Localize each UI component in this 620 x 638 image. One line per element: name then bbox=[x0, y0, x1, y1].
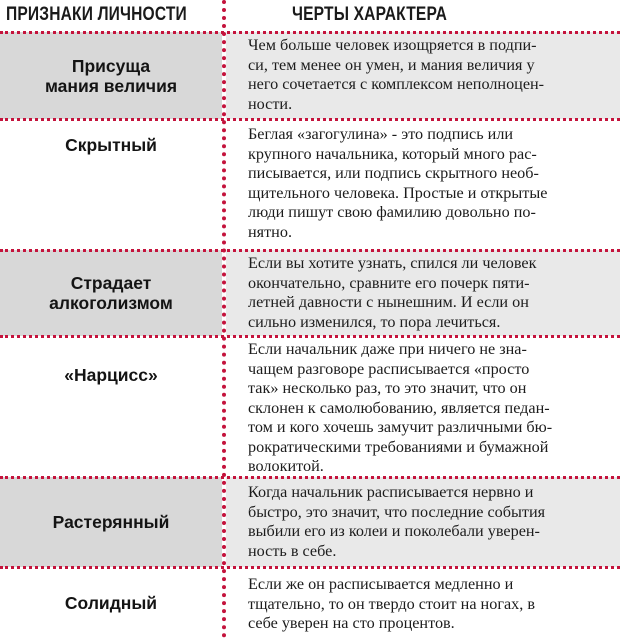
description-cell bbox=[226, 32, 620, 119]
row-divider bbox=[0, 476, 620, 479]
description-cell bbox=[226, 477, 620, 567]
column-divider bbox=[222, 0, 226, 638]
trait-label: Солидный bbox=[64, 592, 158, 613]
description-cell bbox=[226, 250, 620, 336]
description-text: Когда начальник расписывается нервно и быстро, это значит, что последние события выбили его из колеи и поколебали уверен- ность в себе. bbox=[248, 483, 546, 560]
description-cell bbox=[226, 336, 620, 477]
header-character: ЧЕРТЫ ХАРАКТЕРА bbox=[292, 4, 448, 25]
table-row bbox=[0, 477, 620, 567]
row-divider bbox=[0, 118, 620, 121]
row-divider bbox=[0, 335, 620, 338]
description-text: Если же он расписывается медленно и тщательно, то он твердо стоит на ногах, в себе уверен на сто процентов. bbox=[248, 575, 535, 632]
trait-label: Страдает алкоголизмом bbox=[49, 273, 173, 313]
table-row bbox=[0, 336, 620, 477]
description-text: Чем больше человек изощряется в подпи- си, тем менее он умен, и мания величия у него сочетается с комплексом неполноцен- ности. bbox=[248, 36, 545, 113]
trait-cell bbox=[0, 119, 222, 250]
trait-label: Скрытный bbox=[65, 135, 157, 155]
trait-cell bbox=[0, 567, 222, 638]
description-text: Если вы хотите узнать, спился ли человек окончательно, сравните его почерк пяти- летней давности с нынешним. И если он сильно изменился, то пора лечиться. bbox=[248, 254, 537, 331]
trait-label: Растерянный bbox=[52, 512, 170, 532]
description-cell bbox=[226, 119, 620, 250]
description-text: Если начальник даже при ничего не зна- чащем разговоре расписывается «просто так» несколько раз, то это значит, что он склонен к самолюбованию, является педан- том и кого хочешь замучит различными бю- рократическими требованиями и бумажной волокитой. bbox=[248, 340, 553, 475]
header-traits: ПРИЗНАКИ ЛИЧНОСТИ bbox=[6, 4, 187, 25]
trait-cell bbox=[0, 250, 222, 336]
trait-cell bbox=[0, 477, 222, 567]
trait-cell bbox=[0, 336, 222, 477]
trait-cell bbox=[0, 32, 222, 119]
row-divider bbox=[0, 249, 620, 252]
row-divider bbox=[0, 31, 620, 34]
row-divider bbox=[0, 566, 620, 569]
trait-label: «Нарцисс» bbox=[64, 365, 158, 385]
table-row bbox=[0, 32, 620, 119]
table-row bbox=[0, 567, 620, 638]
table-row bbox=[0, 119, 620, 250]
description-cell bbox=[226, 567, 620, 638]
description-text: Беглая «загогулина» - это подпись или крупного начальника, который много рас- писывается, или подпись скрытного необ- щительного человека. Простые и открытые люди пишут свою фамилию довольно по- нятно. bbox=[248, 125, 548, 241]
table-header bbox=[0, 0, 620, 32]
trait-label: Присуща мания величия bbox=[44, 55, 178, 96]
table-row bbox=[0, 250, 620, 336]
